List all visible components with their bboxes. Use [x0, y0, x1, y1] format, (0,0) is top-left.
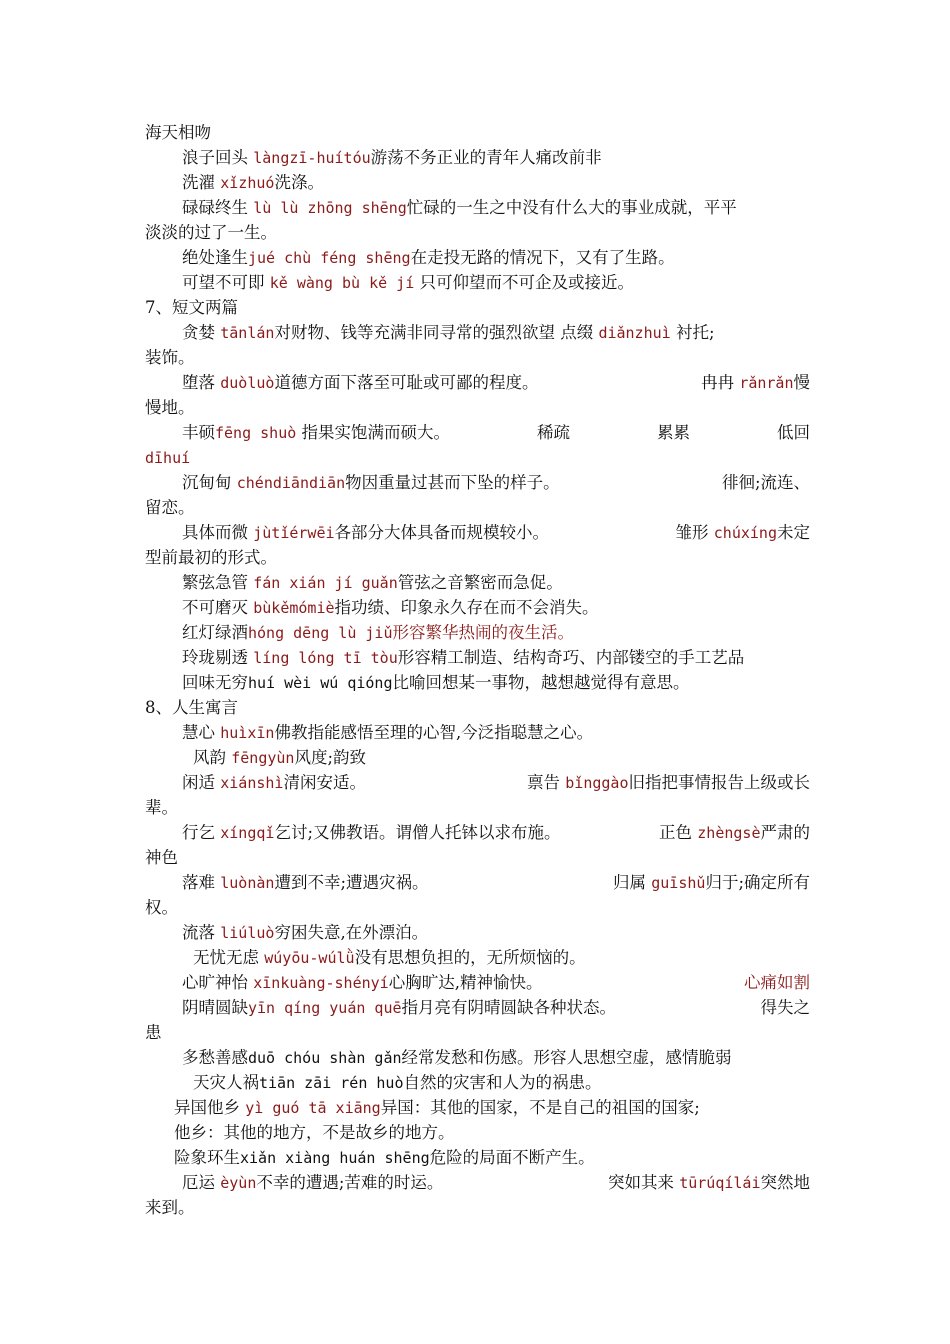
- definition: 只可仰望而不可企及或接近。: [419, 273, 634, 292]
- pinyin: diǎnzhuì: [598, 324, 671, 342]
- pinyin: tānlán: [220, 324, 275, 342]
- definition: 旧指把事情报告上级或长: [628, 773, 810, 792]
- text-line: [145, 895, 810, 920]
- pinyin: tūrúqílái: [679, 1174, 761, 1192]
- word: 丰硕: [182, 423, 215, 442]
- document-page: [145, 120, 810, 1220]
- word: 风韵: [193, 748, 226, 767]
- text-line: [145, 1020, 810, 1045]
- pinyin: fēng shuò: [215, 424, 297, 442]
- word: 沉甸甸: [182, 473, 232, 492]
- word: 正色: [659, 823, 693, 842]
- definition: 突然地: [760, 1173, 810, 1192]
- word: 归属: [613, 873, 646, 892]
- word: 禀告: [527, 773, 561, 792]
- definition: 指月亮有阴晴圆缺各种状态。: [401, 998, 617, 1017]
- pinyin: duòluò: [220, 374, 275, 392]
- pinyin: xiǎn xiàng huán shēng: [240, 1149, 430, 1167]
- definition: 危险的局面不断产生。: [429, 1148, 595, 1167]
- pinyin: xíngqǐ: [220, 824, 275, 842]
- word: 玲珑剔透: [182, 648, 248, 667]
- text-line: [145, 345, 810, 370]
- definition: 衬托;: [675, 323, 715, 342]
- pinyin: wúyōu-wúlǜ: [264, 949, 355, 967]
- word: 无忧无虑: [193, 948, 259, 967]
- pinyin: hóng dēng lù jiǔ: [248, 624, 393, 642]
- word: 具体而微: [182, 523, 248, 542]
- word: 点缀: [560, 323, 594, 342]
- vocab-entry: [145, 945, 810, 970]
- line-text: 权。: [145, 898, 178, 917]
- pinyin: guīshǔ: [651, 874, 706, 892]
- word: 低回: [776, 423, 810, 442]
- definition: 乞讨;又佛教语。谓僧人托钵以求布施。: [274, 823, 561, 842]
- line-text: 他乡：其他的地方，不是故乡的地方。: [174, 1123, 455, 1142]
- definition: 指果实饱满而硕大。: [301, 423, 451, 442]
- heading-text: 8、人生寓言: [145, 698, 238, 717]
- definition: 忙碌的一生之中没有什么大的事业成就，平平: [406, 198, 737, 217]
- vocab-entry: [145, 1045, 810, 1070]
- word: 心旷神怡: [182, 973, 248, 992]
- pinyin: kě wàng bù kě jí: [269, 274, 415, 292]
- definition: 对财物、钱等充满非同寻常的强烈欲望: [274, 323, 555, 342]
- pinyin: líng lóng tī tòu: [253, 649, 398, 667]
- vocab-entry: [145, 570, 810, 595]
- text-line: [145, 120, 810, 145]
- vocab-entry: [145, 920, 810, 945]
- definition: 物因重量过甚而下坠的样子。: [345, 473, 560, 492]
- section-heading: [145, 295, 810, 320]
- text-line: [145, 845, 810, 870]
- vocab-entry: [145, 1070, 810, 1095]
- vocab-entry: [145, 420, 810, 445]
- vocab-entry: [145, 245, 810, 270]
- word: 红灯绿酒: [182, 623, 248, 642]
- word: 落难: [182, 873, 215, 892]
- definition: 在走投无路的情况下，又有了生路。: [410, 248, 675, 267]
- vocab-entry: [145, 745, 810, 770]
- word: 突如其来: [607, 1173, 674, 1192]
- text-line: [145, 445, 810, 470]
- word: 行乞: [182, 823, 215, 842]
- pinyin: chéndiāndiān: [236, 474, 346, 492]
- definition: 没有思想负担的，无所烦恼的。: [354, 948, 586, 967]
- line-text: 慢地。: [145, 398, 195, 417]
- definition: 形容繁华热闹的夜生活。: [392, 623, 574, 642]
- vocab-entry: [145, 1145, 810, 1170]
- word: 绝处逢生: [182, 248, 248, 267]
- pinyin: yì guó tā xiāng: [245, 1099, 381, 1117]
- definition: 风度;韵致: [294, 748, 367, 767]
- pinyin: bùkěmómiè: [253, 599, 335, 617]
- word: 天灾人祸: [193, 1073, 259, 1092]
- definition: 经常发愁和伤感。形容人思想空虚，感情脆弱: [401, 1048, 732, 1067]
- vocab-entry: [145, 720, 810, 745]
- pinyin: liúluò: [220, 924, 275, 942]
- line-text: 海天相吻: [145, 123, 211, 142]
- pinyin: chúxíng: [713, 524, 777, 542]
- definition: 归于;确定所有: [705, 873, 810, 892]
- definition: 不幸的遭遇;苦难的时运。: [256, 1173, 444, 1192]
- word: 冉冉: [701, 373, 735, 392]
- vocab-entry: [145, 170, 810, 195]
- word: 不可磨灭: [182, 598, 248, 617]
- pinyin: luònàn: [220, 874, 275, 892]
- vocab-entry: [145, 870, 810, 895]
- word: 闲适: [182, 773, 215, 792]
- vocab-entry: [145, 320, 810, 345]
- pinyin: zhèngsè: [697, 824, 761, 842]
- word: 堕落: [182, 373, 215, 392]
- definition: 异国：其他的国家，不是自己的祖国的国家;: [380, 1098, 700, 1117]
- definition: 慢: [793, 373, 810, 392]
- definition: 遭到不幸;遭遇灾祸。: [274, 873, 429, 892]
- text-line: [145, 1195, 810, 1220]
- vocab-entry: [145, 995, 810, 1020]
- line-text: 装饰。: [145, 348, 195, 367]
- pinyin: huí wèi wú qióng: [248, 674, 393, 692]
- text-line: [145, 1120, 810, 1145]
- pinyin: làngzī-huítóu: [253, 149, 371, 167]
- definition: 佛教指能感悟至理的心智,今泛指聪慧之心。: [274, 723, 594, 742]
- vocab-entry: [145, 270, 810, 295]
- vocab-entry: [145, 370, 810, 395]
- text-line: [145, 220, 810, 245]
- vocab-entry: [145, 820, 810, 845]
- line-text: 患: [145, 1023, 162, 1042]
- pinyin: jué chù féng shēng: [248, 249, 411, 267]
- word: 稀疏: [537, 423, 571, 442]
- word: 洗濯: [182, 173, 215, 192]
- definition: 未定: [777, 523, 810, 542]
- vocab-entry: [145, 195, 810, 220]
- word: 流落: [182, 923, 215, 942]
- definition: 管弦之音繁密而急促。: [397, 573, 563, 592]
- vocab-entry: [145, 620, 810, 645]
- pinyin: bǐnggào: [565, 774, 629, 792]
- pinyin: yīn qíng yuán quē: [248, 999, 402, 1017]
- word: 碌碌终生: [182, 198, 248, 217]
- line-text: 神色: [145, 848, 178, 867]
- pinyin: duō chóu shàn gǎn: [248, 1049, 402, 1067]
- word: 可望不可即: [182, 273, 265, 292]
- vocab-entry: [145, 145, 810, 170]
- definition: 徘徊;流连、: [721, 473, 810, 492]
- pinyin: dīhuí: [145, 449, 191, 467]
- pinyin: lù lù zhōng shēng: [253, 199, 407, 217]
- word: 繁弦急管: [182, 573, 248, 592]
- vocab-entry: [145, 520, 810, 545]
- word: 心痛如割: [744, 973, 810, 992]
- word: 异国他乡: [174, 1098, 240, 1117]
- line-text: 留恋。: [145, 498, 195, 517]
- vocab-entry: [145, 470, 810, 495]
- definition: 清闲安适。: [283, 773, 366, 792]
- word: 累累: [657, 423, 690, 442]
- definition: 比喻回想某一事物，越想越觉得有意思。: [392, 673, 690, 692]
- pinyin: fán xián jí guǎn: [253, 574, 398, 592]
- vocab-entry: [145, 645, 810, 670]
- vocab-entry: [145, 970, 810, 995]
- word: 雏形: [675, 523, 709, 542]
- definition: 洗涤。: [274, 173, 324, 192]
- word: 得失之: [760, 998, 810, 1017]
- definition: 游荡不务正业的青年人痛改前非: [370, 148, 602, 167]
- word: 浪子回头: [182, 148, 248, 167]
- definition: 道德方面下落至可耻或可鄙的程度。: [274, 373, 539, 392]
- pinyin: tiān zāi rén huò: [259, 1074, 404, 1092]
- pinyin: jùtǐérwēi: [253, 524, 335, 542]
- definition: 指功绩、印象永久存在而不会消失。: [334, 598, 599, 617]
- text-line: [145, 495, 810, 520]
- pinyin: xīnkuàng-shényí: [253, 974, 389, 992]
- line-text: 型前最初的形式。: [145, 548, 277, 567]
- definition: 各部分大体具备而规模较小。: [334, 523, 550, 542]
- pinyin: rǎnrǎn: [739, 374, 794, 392]
- pinyin: xǐzhuó: [220, 174, 275, 192]
- word: 厄运: [182, 1173, 215, 1192]
- word: 多愁善感: [182, 1048, 248, 1067]
- text-line: [145, 795, 810, 820]
- text-line: [145, 395, 810, 420]
- word: 慧心: [182, 723, 215, 742]
- definition: 自然的灾害和人为的祸患。: [403, 1073, 602, 1092]
- pinyin: xiánshì: [220, 774, 284, 792]
- line-text: 来到。: [145, 1198, 195, 1217]
- vocab-entry: [145, 1095, 810, 1120]
- word: 阴晴圆缺: [182, 998, 248, 1017]
- text-line: [145, 545, 810, 570]
- pinyin: èyùn: [220, 1174, 257, 1192]
- definition: 严肃的: [760, 823, 810, 842]
- vocab-entry: [145, 670, 810, 695]
- line-text: 淡淡的过了一生。: [145, 223, 277, 242]
- heading-text: 7、短文两篇: [145, 298, 238, 317]
- word: 贪婪: [182, 323, 215, 342]
- pinyin: huìxīn: [220, 724, 275, 742]
- definition: 穷困失意,在外漂泊。: [274, 923, 429, 942]
- vocab-entry: [145, 770, 810, 795]
- section-heading: [145, 695, 810, 720]
- word: 险象环生: [174, 1148, 240, 1167]
- definition: 形容精工制造、结构奇巧、内部镂空的手工艺品: [397, 648, 745, 667]
- line-text: 辈。: [145, 798, 178, 817]
- pinyin: fēngyùn: [231, 749, 295, 767]
- vocab-entry: [145, 1170, 810, 1195]
- vocab-entry: [145, 595, 810, 620]
- definition: 心胸旷达,精神愉快。: [388, 973, 543, 992]
- word: 回味无穷: [182, 673, 248, 692]
